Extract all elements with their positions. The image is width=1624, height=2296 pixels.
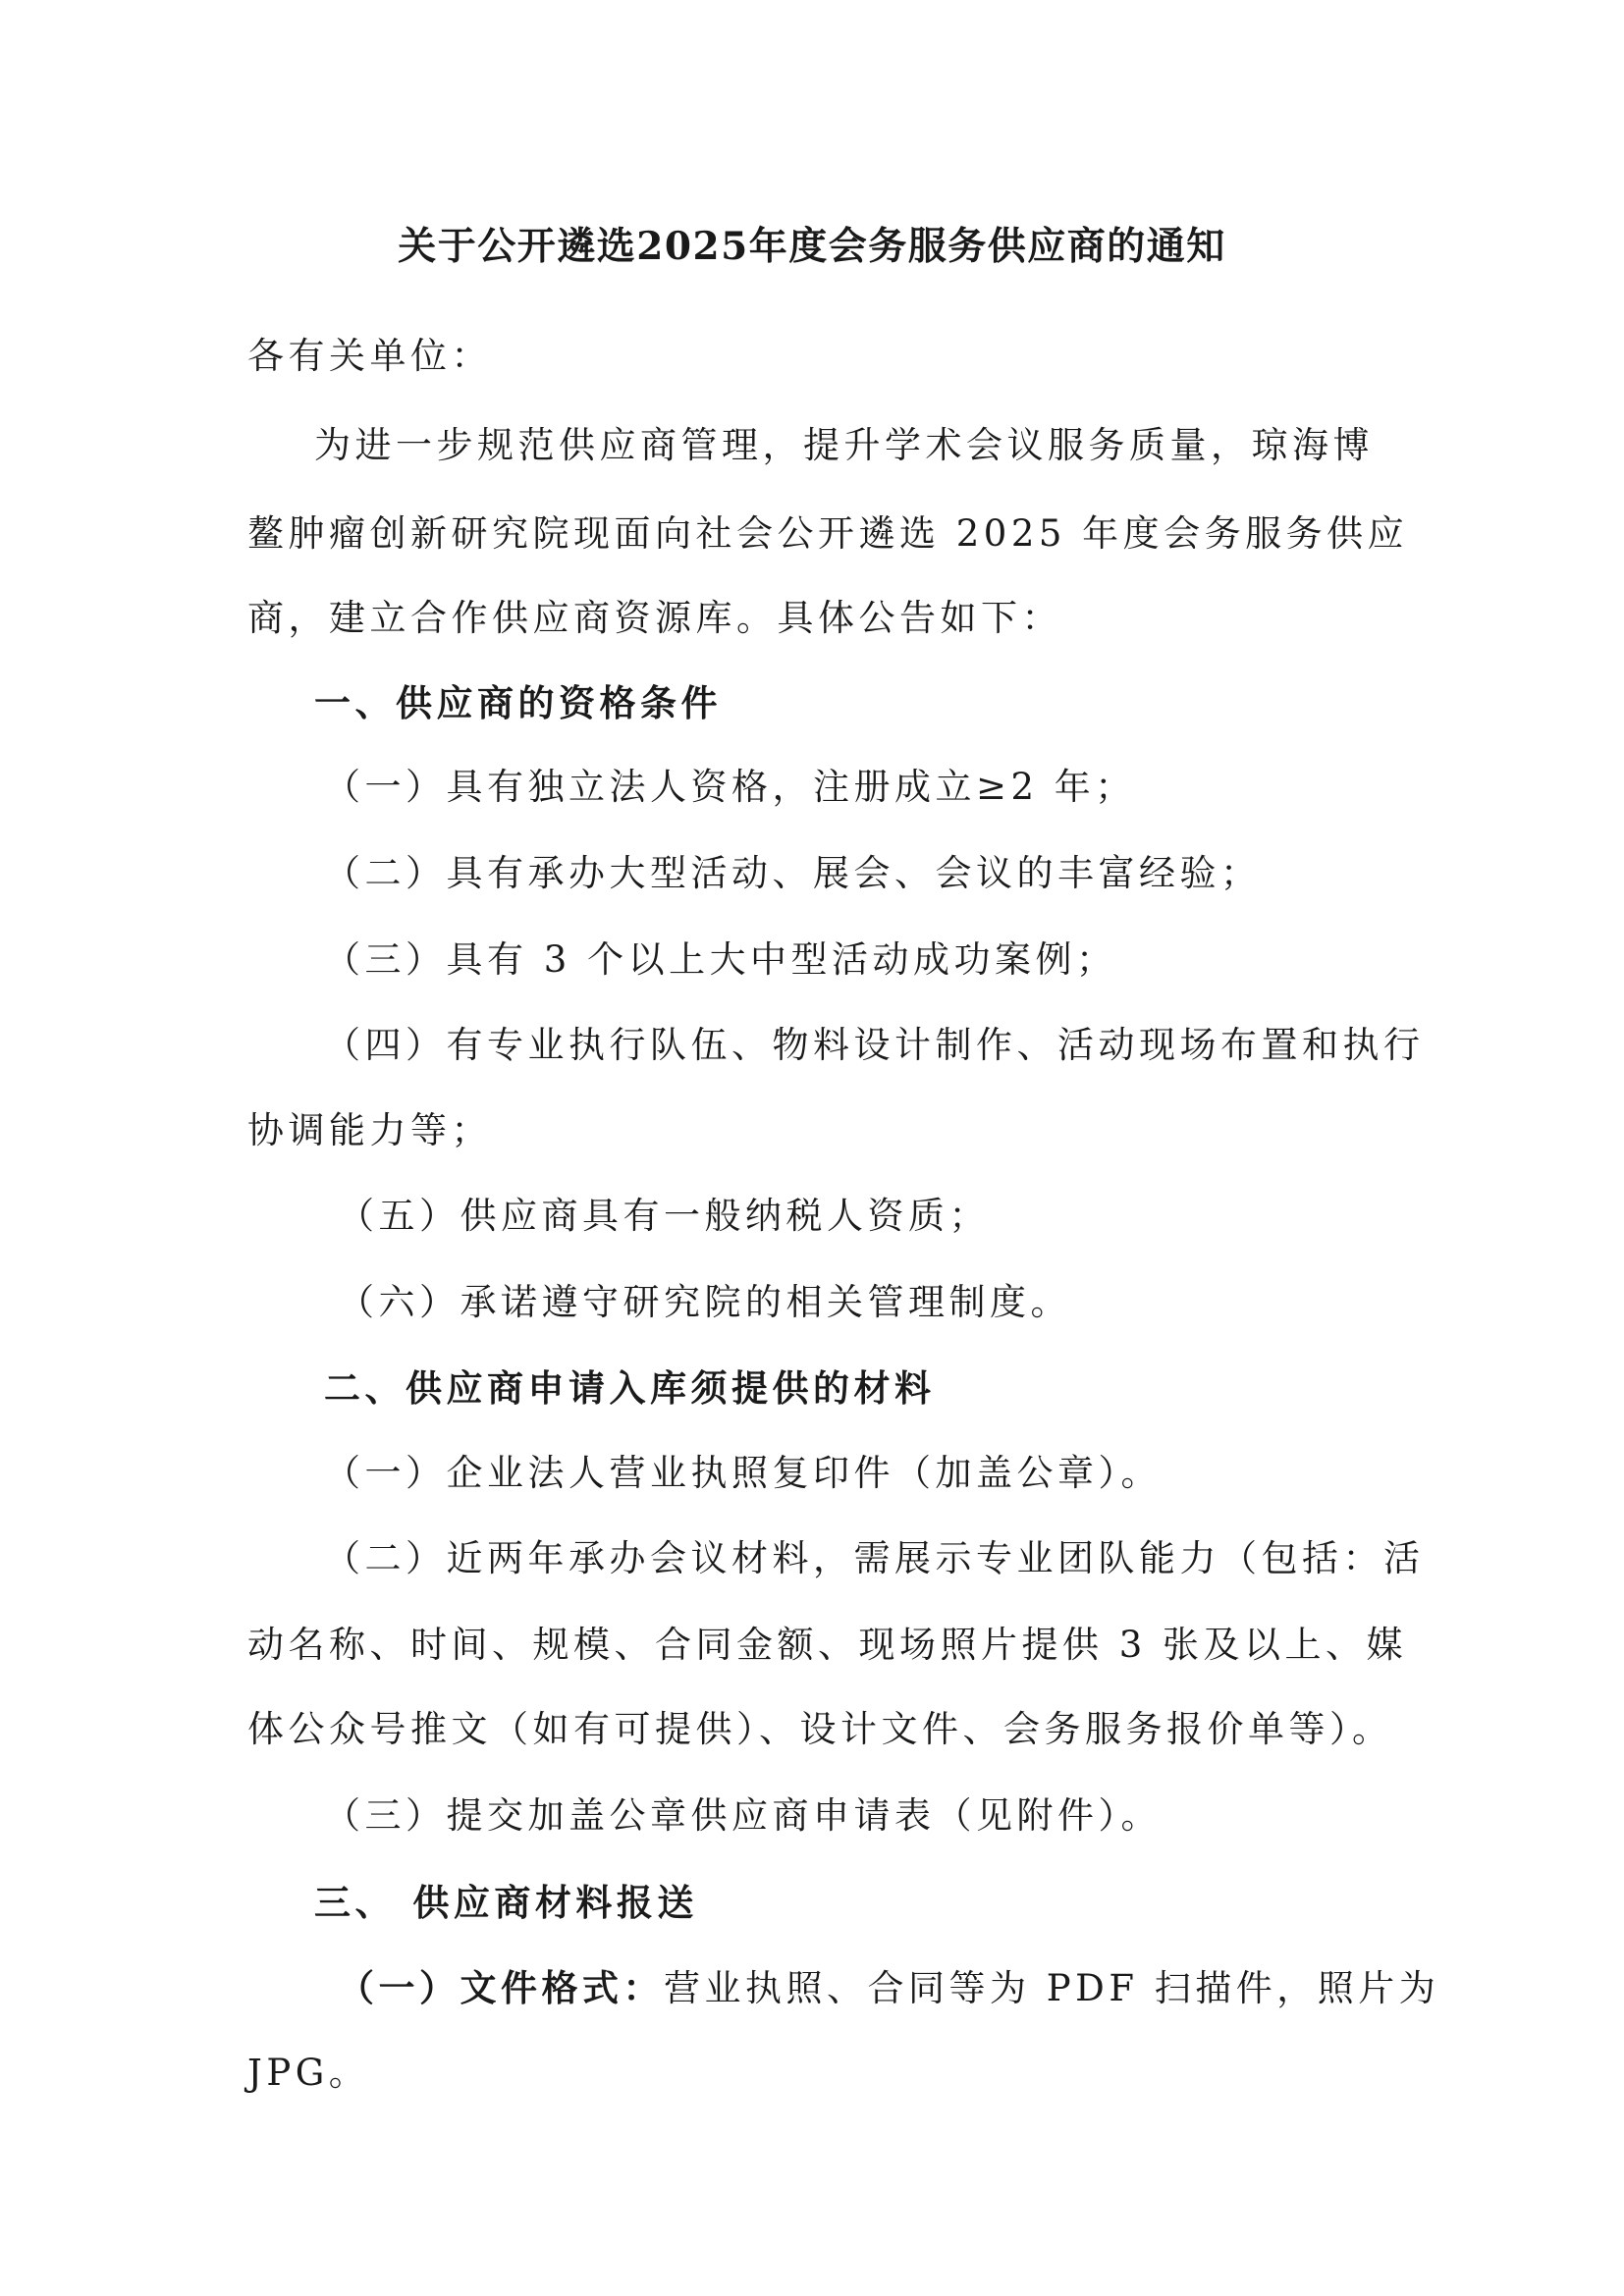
section-1-item-4-cont: 协调能力等； <box>247 1109 492 1151</box>
section-1-item-1: （一）具有独立法人资格，注册成立≥2 年； <box>324 766 1136 808</box>
section-1-item-3: （三）具有 3 个以上大中型活动成功案例； <box>324 938 1117 981</box>
section-2-heading: 二、供应商申请入库须提供的材料 <box>324 1366 936 1410</box>
salutation: 各有关单位： <box>247 335 492 377</box>
section-1-item-4: （四）有专业执行队伍、物料设计制作、活动现场布置和执行 <box>324 1024 1425 1066</box>
section-1-heading: 一、供应商的资格条件 <box>314 681 722 724</box>
section-2-item-2-cont-1: 动名称、时间、规模、合同金额、现场照片提供 3 张及以上、媒 <box>247 1624 1408 1666</box>
section-1-item-2: （二）具有承办大型活动、展会、会议的丰富经验； <box>324 852 1262 894</box>
intro-line-3: 商，建立合作供应商资源库。具体公告如下： <box>247 597 1062 639</box>
section-3-item-1-text: 营业执照、合同等为 PDF 扫描件，照片为 <box>664 1967 1440 2009</box>
section-1-item-6: （六）承诺遵守研究院的相关管理制度。 <box>338 1281 1071 1323</box>
intro-line-2: 鳌肿瘤创新研究院现面向社会公开遴选 2025 年度会务服务供应 <box>247 512 1409 555</box>
intro-line-1: 为进一步规范供应商管理，提升学术会议服务质量，琼海博 <box>314 424 1374 466</box>
document-title: 关于公开遴选2025年度会务服务供应商的通知 <box>398 224 1226 269</box>
section-1-item-5: （五）供应商具有一般纳税人资质； <box>338 1195 990 1237</box>
section-2-item-3: （三）提交加盖公章供应商申请表（见附件）。 <box>324 1794 1162 1837</box>
section-2-item-2: （二）近两年承办会议材料，需展示专业团队能力（包括：活 <box>324 1537 1425 1579</box>
section-2-item-2-cont-2: 体公众号推文（如有可提供）、设计文件、会务服务报价单等）。 <box>247 1708 1393 1750</box>
section-3-item-1-prefix: （一） <box>338 1966 460 2009</box>
section-3-item-1-label: 文件格式： <box>460 1966 664 2009</box>
section-2-item-1: （一）企业法人营业执照复印件（加盖公章）。 <box>324 1452 1162 1494</box>
section-3-item-1-cont: JPG。 <box>247 2052 370 2094</box>
section-3-item-1 <box>338 1963 1439 2013</box>
section-3-heading: 三、 供应商材料报送 <box>314 1881 698 1924</box>
